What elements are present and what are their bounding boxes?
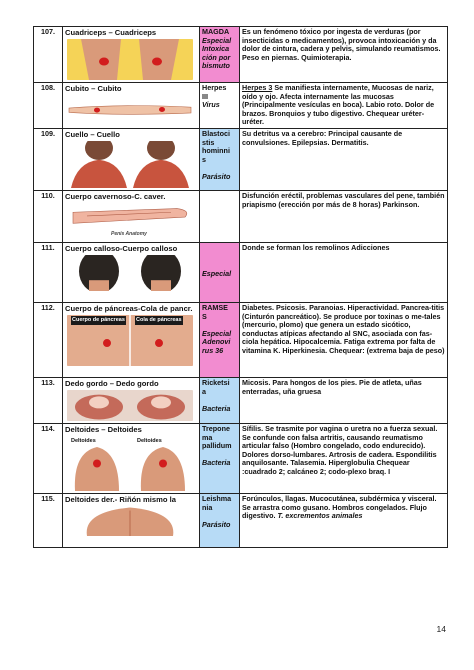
point-name-cell — [63, 27, 200, 83]
point-name-cell — [63, 83, 200, 129]
pathogen-text: nia — [202, 502, 213, 512]
pathogen-cell — [200, 423, 240, 493]
pathogen-text: ción por — [202, 52, 231, 62]
description-cell — [240, 190, 448, 242]
pathogen-text: hominni — [202, 146, 230, 156]
pathogen-cell — [200, 493, 240, 547]
description-cell — [240, 83, 448, 129]
description-text: Su detritus va a cerebro: Principal causante de convulsiones. Epilepsias. Dermatitis. — [242, 128, 403, 147]
row-number: 109. — [34, 128, 63, 190]
row-number: 111. — [34, 242, 63, 302]
toes-photo — [67, 390, 193, 421]
point-name: Deltoides der.- Riñón mismo la — [65, 494, 176, 504]
pathogen-text: Virus — [202, 100, 220, 110]
description-text: Sífilis. Se trasmite por vagina o uretra no a fuerza sexual. Se confunde con falsa artritis, causando reumatismo articular falso (Hombro congelado, codo endurecido). Dolores dorso-lumbares. Artrosis de cadera. Espondilitis anquilosante. Talasemia. Hiperglobulia Chequear :cuadrado 2; calcáneo 2; codo-plexo braq. I — [242, 423, 438, 476]
pathogen-text: ma — [202, 432, 213, 442]
description-text: Forúnculos, llagas. Mucocutánea, subdérmica y visceral. Se arrastra como gusano. Hombros congelados. Flujo digestivo. — [242, 493, 437, 521]
image-label: Deltoides — [137, 437, 162, 444]
pathogen-text: rus 36 — [202, 345, 224, 355]
image-caption: Penis Anatomy — [111, 231, 147, 238]
description-text: Donde se forman los remolinos Adicciones — [242, 242, 390, 252]
image-label: Cola de páncreas — [136, 316, 182, 323]
point-name-cell — [63, 190, 200, 242]
forearm-photo — [67, 95, 193, 124]
image-label: Deltoides — [71, 437, 96, 444]
back-photo — [67, 506, 193, 536]
description-suffix: T. excrementos animales — [275, 511, 363, 521]
row-number: 108. — [34, 83, 63, 129]
description-cell — [240, 128, 448, 190]
table-row — [34, 27, 448, 83]
description-cell — [240, 423, 448, 493]
pathogen-text: s — [202, 154, 206, 164]
description-prefix: Herpes 3 — [242, 83, 273, 92]
point-name: Cuerpo de páncreas-Cola de pancr. — [65, 303, 193, 313]
pathogen-text: RAMSE — [202, 302, 228, 312]
table-row — [34, 302, 448, 377]
table-body — [34, 27, 448, 548]
pathogen-cell — [200, 190, 240, 242]
point-name: Deltoides – Deltoides — [65, 424, 142, 434]
correspondence-table — [33, 26, 448, 548]
pathogen-cell — [200, 302, 240, 377]
row-number: 107. — [34, 27, 63, 83]
table-row — [34, 83, 448, 129]
pathogen-cell — [200, 83, 240, 129]
point-name-cell — [63, 377, 200, 423]
page-number: 14 — [436, 624, 446, 634]
description-text: Diabetes. Psicosis. Paranoias. Hiperactividad. Pancrea-titis (Cinturón pancreático). Se produce por toxinas o me-tales (mercurio, plomo) que genera un estado sicótico, conductas atípicas afectando al SNC, asociada con fas-ciola hepática. Hipocalcemia. Fatiga extrema por falta de vitamina K. Hiperkinesia. Chequear: (extrema baja de peso) — [242, 302, 445, 355]
pathogen-text — [202, 244, 237, 253]
pathogen-text: bismuto — [202, 61, 230, 71]
description-text: Micosis. Para hongos de los pies. Pie de atleta, uñas enterradas, uña gruesa — [242, 377, 422, 396]
pathogen-text: Parásito — [202, 519, 231, 529]
row-number: 114. — [34, 423, 63, 493]
table-row — [34, 242, 448, 302]
point-name-cell — [63, 423, 200, 493]
description-cell — [240, 242, 448, 302]
description-cell — [240, 493, 448, 547]
point-name-cell — [63, 242, 200, 302]
neck-photo — [67, 141, 193, 188]
pathogen-text: a — [202, 386, 206, 396]
point-name: Cuello – Cuello — [65, 129, 120, 139]
point-name-cell — [63, 493, 200, 547]
table-row — [34, 190, 448, 242]
row-number: 115. — [34, 493, 63, 547]
description-text: Se manifiesta internamente, Mucosas de nariz, oído y ojo. Afecta internamente las mucosas (Principalmente vesículas en boca). Labio roto. Dolor de brazos. Bronquios y tubo digestivo. Chequear uréter-uréter. — [242, 83, 435, 127]
table-row — [34, 493, 448, 547]
row-number: 113. — [34, 377, 63, 423]
row-number: 112. — [34, 302, 63, 377]
point-name: Cuadriceps – Cuadriceps — [65, 28, 157, 37]
point-name: Cuerpo cavernoso-C. caver. — [65, 191, 166, 201]
description-cell — [240, 377, 448, 423]
pathogen-text: S — [202, 311, 207, 321]
pathogen-cell — [200, 242, 240, 302]
pathogen-cell — [200, 377, 240, 423]
image-label: Cuerpo de páncreas — [72, 316, 125, 323]
pathogen-text: Especial — [202, 35, 232, 45]
pathogen-cell — [200, 27, 240, 83]
pathogen-text — [202, 253, 237, 262]
pathogen-text: Especial — [202, 328, 232, 338]
anatomy-diagram — [67, 203, 193, 240]
pathogen-text: Intoxica — [202, 44, 230, 54]
pathogen-text: III — [202, 91, 208, 101]
pathogen-text: Blastoci — [202, 128, 230, 138]
pathogen-text: Adenovi — [202, 337, 231, 347]
row-number: 110. — [34, 190, 63, 242]
description-cell — [240, 302, 448, 377]
pathogen-text: Bacteria — [202, 403, 231, 413]
point-name-cell — [63, 302, 200, 377]
pathogen-text: Parásito — [202, 171, 231, 181]
pathogen-text: Leishma — [202, 493, 232, 503]
point-name-cell — [63, 128, 200, 190]
point-name: Dedo gordo – Dedo gordo — [65, 378, 159, 388]
point-name: Cuerpo calloso-Cuerpo calloso — [65, 243, 178, 253]
heads-photo — [67, 255, 193, 291]
pathogen-text: pallidum — [202, 441, 232, 451]
pathogen-text: Herpes — [202, 83, 227, 92]
pancreas-photo — [67, 315, 193, 366]
pathogen-text: Ricketsi — [202, 377, 230, 387]
table-row — [34, 423, 448, 493]
description-cell — [240, 27, 448, 83]
description-text: Disfunción eréctil, problemas vasculares del pene, también priapismo (erección por más de 8 horas) Parkinson. — [242, 190, 445, 209]
table-row — [34, 128, 448, 190]
pathogen-text: Especial — [202, 268, 232, 278]
pathogen-cell — [200, 128, 240, 190]
description-text: Es un fenómeno tóxico por ingesta de verduras (por insecticidas o medicamentos), provoca intoxicación y da dolor de cintura, cadera y pelvis, simulando reumatismos. Peso en piernas. Quimioterapia. — [242, 27, 441, 62]
thighs-photo — [67, 39, 193, 80]
table-row — [34, 377, 448, 423]
pathogen-text: Trepone — [202, 423, 230, 433]
pathogen-text: stis — [202, 137, 215, 147]
pathogen-text: MAGDA — [202, 27, 230, 36]
pathogen-text: Bacteria — [202, 458, 231, 468]
point-name: Cubito – Cubito — [65, 84, 122, 93]
deltoid-photo — [67, 436, 193, 491]
